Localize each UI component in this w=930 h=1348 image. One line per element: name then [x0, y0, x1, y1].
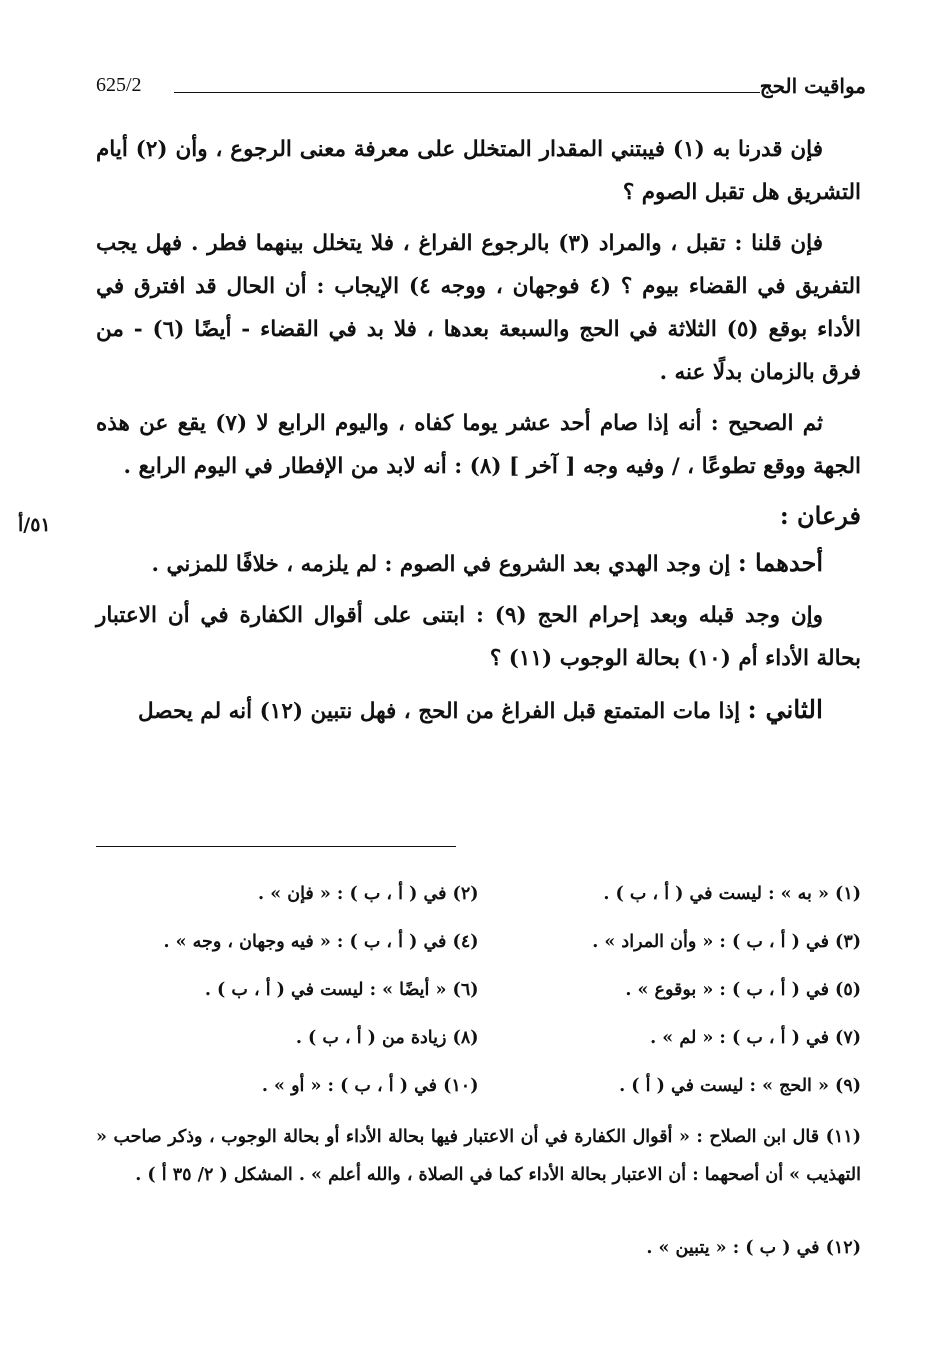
footnote-7: (٧) في ( أ ، ب ) : « لم » .	[650, 1028, 861, 1048]
footnote-row	[96, 1014, 861, 1062]
footnote-row	[96, 966, 861, 1014]
footnote-2: (٢) في ( أ ، ب ) : « فإن » .	[258, 884, 479, 904]
running-header	[96, 70, 866, 110]
footnote-3: (٣) في ( أ ، ب ) : « وأن المراد » .	[592, 932, 861, 952]
section-heading: فرعان :	[779, 501, 861, 530]
footnote-12: (١٢) في ( ب ) : « يتبين » .	[646, 1238, 861, 1258]
paragraph-4	[96, 541, 861, 586]
footnotes-grid	[96, 870, 861, 1110]
main-text	[96, 128, 861, 733]
footnote-separator	[96, 846, 456, 847]
chapter-title: مواقيت الحج	[759, 74, 866, 98]
footnote-10: (١٠) في ( أ ، ب ) : « أو » .	[261, 1076, 479, 1096]
paragraph-4-lead: أحدهما :	[737, 548, 823, 577]
header-rule	[174, 92, 760, 93]
footnote-1: (١) « به » : ليست في ( أ ، ب ) .	[603, 884, 861, 904]
paragraph-3: ثم الصحيح : أنه إذا صام أحد عشر يوما كفاه ، واليوم الرابع لا (٧) يقع عن هذه الجهة ووقع تطوعًا ، / وفيه وجه [ آخر ] (٨) : أنه لابد من الإفطار في اليوم الرابع .	[96, 411, 861, 479]
paragraph-6-lead: الثاني :	[747, 695, 823, 724]
paragraph-2: فإن قلنا : تقبل ، والمراد (٣) بالرجوع الفراغ ، فلا يتخلل بينهما فطر . فهل يجب التفريق في القضاء بيوم ؟ (٤ فوجهان ، ووجه ٤) الإيجاب : أن الحال قد افترق في الأداء بوقع (٥) الثلاثة في الحج والسبعة بعدها ، فلا بد في القضاء - أيضًا (٦) - من فرق بالزمان بدلًا عنه .	[96, 231, 862, 385]
footnote-4: (٤) في ( أ ، ب ) : « فيه وجهان ، وجه » .	[163, 932, 479, 952]
paragraph-5: وإن وجد قبله وبعد إحرام الحج (٩) : ابتنى على أقوال الكفارة في أن الاعتبار بحالة الأداء أم (١٠) بحالة الوجوب (١١) ؟	[96, 603, 861, 671]
footnote-row	[96, 918, 861, 966]
footnote-9: (٩) « الحج » : ليست في ( أ ) .	[619, 1076, 861, 1096]
page-number: 625/2	[96, 74, 142, 96]
manuscript-folio-note: ٥١/أ	[18, 514, 51, 536]
footnote-row	[96, 870, 861, 918]
footnote-row	[96, 1062, 861, 1110]
footnote-6: (٦) « أيضًا » : ليست في ( أ ، ب ) .	[204, 980, 479, 1000]
paragraph-6	[96, 688, 861, 733]
footnote-5: (٥) في ( أ ، ب ) : « بوقوع » .	[625, 980, 861, 1000]
footnote-8: (٨) زيادة من ( أ ، ب ) .	[295, 1028, 479, 1048]
footnote-11: (١١) قال ابن الصلاح : « أقوال الكفارة في أن الاعتبار فيها بحالة الأداء أو بحالة الوجوب ، وذكر صاحب « التهذيب » أن أصحهما : أن الاعتبار بحالة الأداء كما في الصلاة ، والله أعلم » . المشكل ( ٢/ ٣٥ أ ) .	[96, 1127, 861, 1185]
paragraph-1: فإن قدرنا به (١) فيبتني المقدار المتخلل على معرفة معنى الرجوع ، وأن (٢) أيام التشريق هل تقبل الصوم ؟	[96, 137, 861, 205]
paragraph-4-text: إن وجد الهدي بعد الشروع في الصوم : لم يلزمه ، خلافًا للمزني .	[151, 552, 731, 577]
paragraph-6-text: إذا مات المتمتع قبل الفراغ من الحج ، فهل نتبين (١٢) أنه لم يحصل	[138, 699, 741, 724]
